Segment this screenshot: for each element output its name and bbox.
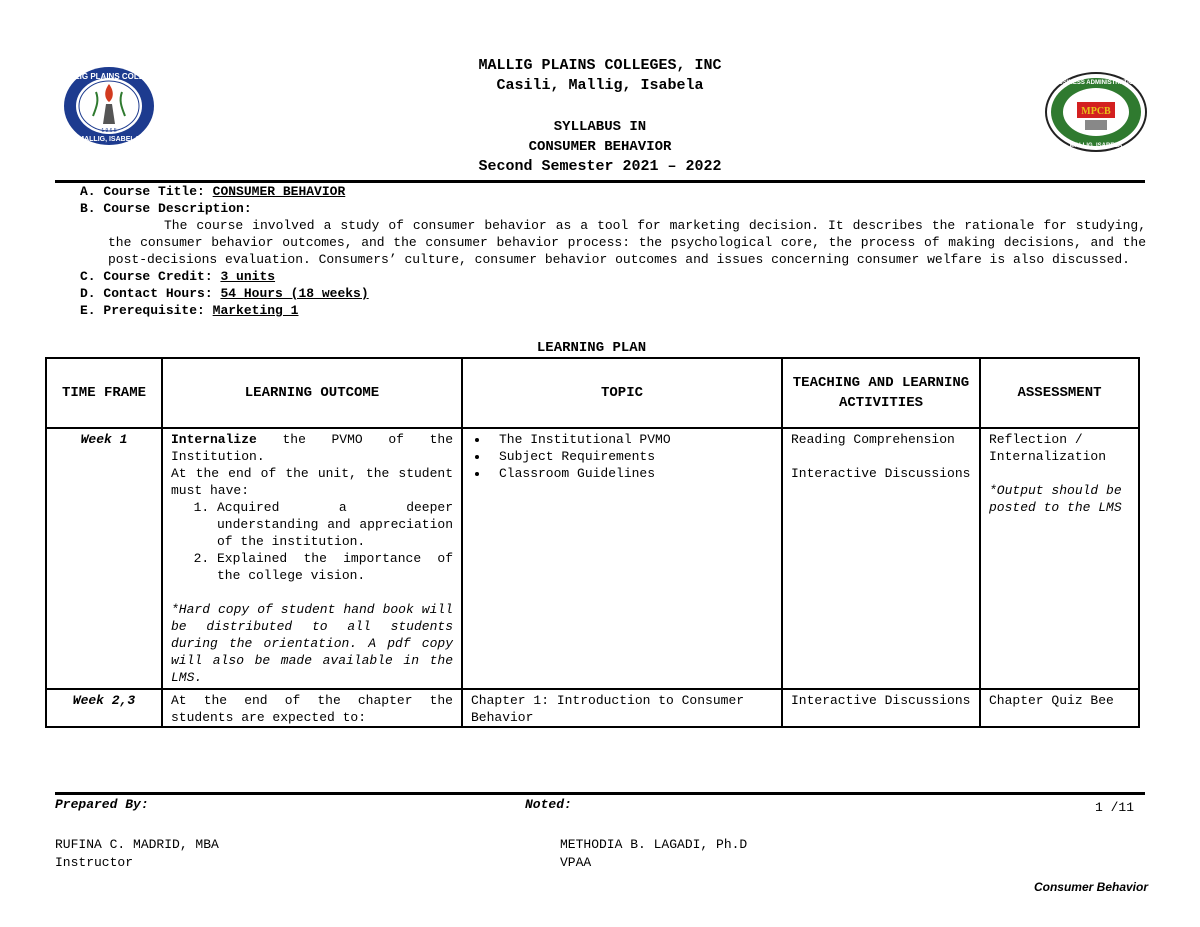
assessment-cell <box>980 428 1139 689</box>
page-number: 1 /11 <box>1095 800 1135 815</box>
outcome-note: *Hard copy of student hand book will be distributed to all students during the orientation. A pdf copy will also be made available in the LMS. <box>171 602 453 685</box>
svg-text:MALLIG, ISABELA: MALLIG, ISABELA <box>1069 143 1123 149</box>
week-cell: Week 1 <box>46 428 162 689</box>
course-name: CONSUMER BEHAVIOR <box>528 139 672 155</box>
table-row <box>46 689 1139 727</box>
learning-plan-title: LEARNING PLAN <box>536 340 647 356</box>
topic-cell: Chapter 1: Introduction to Consumer Behavior <box>462 689 782 727</box>
list-item: • Classroom Guidelines <box>489 465 773 482</box>
header-time-frame: TIME FRAME <box>46 358 162 428</box>
activities-cell <box>782 428 980 689</box>
course-credit-label: C. Course Credit: <box>80 269 213 284</box>
activity-text: Reading Comprehension <box>791 432 955 447</box>
noted-name: METHODIA B. LAGADI, Ph.D <box>560 837 748 852</box>
activity-text: Interactive Discussions <box>791 466 971 481</box>
list-item: 1. Acquired a deeper understanding and appreciation of the institution. <box>217 499 453 550</box>
topic-cell <box>462 428 782 689</box>
assessment-cell: Chapter Quiz Bee <box>980 689 1139 727</box>
noted-label: Noted: <box>525 797 572 812</box>
topic-list <box>471 431 773 482</box>
prerequisite-label: E. Prerequisite: <box>80 303 205 318</box>
table-header-row <box>46 358 1139 428</box>
prepared-name: RUFINA C. MADRID, MBA <box>55 837 219 852</box>
list-item: 2. Explained the importance of the college vision. <box>217 550 453 584</box>
outcome-rest: the PVMO of the Institution. <box>171 432 453 464</box>
list-item: • The Institutional PVMO <box>489 431 773 448</box>
course-description-row <box>80 200 1146 217</box>
syllabus-label: SYLLABUS IN <box>553 119 647 135</box>
assessment-text: Reflection / Internalization <box>989 432 1107 464</box>
assessment-note: *Output should be posted to the LMS <box>989 483 1122 515</box>
header-activities: TEACHING AND LEARNING ACTIVITIES <box>782 358 980 428</box>
svg-text:1 9 6 5: 1 9 6 5 <box>101 128 117 134</box>
contact-hours-value: 54 Hours (18 weeks) <box>220 286 369 301</box>
header-topic: TOPIC <box>462 358 782 428</box>
header-assessment: ASSESSMENT <box>980 358 1139 428</box>
outcome-intro: At the end of the unit, the student must have: <box>171 466 453 498</box>
course-title-row <box>80 183 1146 200</box>
course-credit-value: 3 units <box>220 269 276 284</box>
svg-text:MPCB: MPCB <box>1081 106 1111 117</box>
svg-text:MALLIG PLAINS COLLEGE: MALLIG PLAINS COLLEGE <box>57 72 161 81</box>
school-address: Casili, Mallig, Isabela <box>496 77 704 94</box>
outcome-cell: At the end of the chapter the students are expected to: <box>162 689 462 727</box>
table-row <box>46 428 1139 689</box>
school-name: MALLIG PLAINS COLLEGES, INC <box>478 57 722 74</box>
course-title-value: CONSUMER BEHAVIOR <box>212 184 346 199</box>
outcome-bold: Internalize <box>171 432 257 447</box>
course-title-label: A. Course Title: <box>80 184 205 199</box>
list-item: • Subject Requirements <box>489 448 773 465</box>
course-description-label: B. Course Description: <box>80 201 252 216</box>
document-footer-label: Consumer Behavior <box>1033 880 1148 894</box>
outcome-lead <box>171 431 453 465</box>
week-cell: Week 2,3 <box>46 689 162 727</box>
contact-hours-label: D. Contact Hours: <box>80 286 213 301</box>
contact-hours-row <box>80 285 1146 302</box>
prerequisite-row <box>80 302 1146 319</box>
prerequisite-value: Marketing 1 <box>212 303 299 318</box>
semester: Second Semester 2021 – 2022 <box>478 158 722 175</box>
footer-divider <box>55 792 1145 795</box>
svg-text:MALLIG, ISABELA: MALLIG, ISABELA <box>78 136 140 143</box>
course-credit-row <box>80 268 1146 285</box>
noted-title: VPAA <box>560 855 592 870</box>
course-info <box>80 183 1146 319</box>
svg-text:BUSINESS ADMINISTRATION: BUSINESS ADMINISTRATION <box>1054 80 1138 86</box>
activities-cell: Interactive Discussions <box>782 689 980 727</box>
prepared-by-label: Prepared By: <box>55 797 149 812</box>
header-learning-outcome: LEARNING OUTCOME <box>162 358 462 428</box>
outcome-cell <box>162 428 462 689</box>
prepared-title: Instructor <box>55 855 134 870</box>
outcome-list <box>171 499 453 584</box>
course-description-text: The course involved a study of consumer behavior as a tool for marketing decision. It describes the rationale for studying, the consumer behavior outcomes, and the consumer behavior process: the psychological core, the process of making decisions, and the post-decisions evaluation. Consumers’ culture, consumer behavior outcomes and issues concerning consumer welfare is also discussed. <box>108 218 1146 267</box>
learning-plan-table <box>45 357 1140 728</box>
